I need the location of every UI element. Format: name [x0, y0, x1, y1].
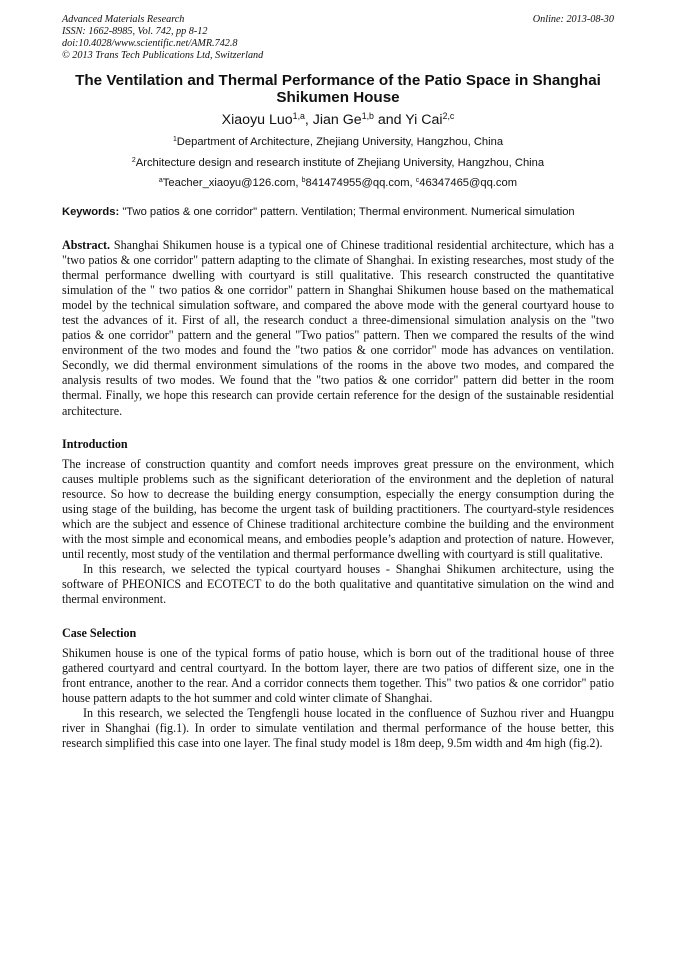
body-paragraph: In this research, we selected the typical courtyard houses - Shanghai Shikumen architecture, using the software of PHEONICS and ECOTECT to do the both qualitative and quantitative simulation on the wind and thermal environment. — [62, 562, 614, 607]
body-paragraph: The increase of construction quantity and comfort needs improves great pressure on the environment, which causes multiple problems such as the significant deterioration of the environment and the depletion of natural resource. So how to decrease the building energy consumption, especially the energy consumption during the using stage of the building, has become the urgent task of building practitioners. The courtyard-style residences which are the subject and essence of Chinese traditional architecture combine the building and the environment with the most simple and economical means, and embodies people’s adaption and protection of nature. However, until recently, most study of the ventilation and thermal performance dwelling with courtyard is still qualitative. — [62, 456, 614, 562]
author-name: Yi Cai — [405, 112, 443, 128]
affiliation — [62, 136, 614, 149]
body-paragraph: In this research, we selected the Tengfengli house located in the confluence of Suzhou river and Huangpu river in Shanghai (fig.1). In order to simulate ventilation and thermal performance of the house better, this research simplified this case into one layer. The final study model is 18m deep, 9.5m width and 4m high (fig.2). — [62, 705, 614, 751]
journal-name: Advanced Materials Research — [62, 14, 185, 25]
keywords-text: "Two patios & one corridor" pattern. Ventilation; Thermal environment. Numerical simulation — [122, 206, 575, 218]
keywords-block — [62, 206, 614, 220]
author-superscript: 2,c — [442, 111, 455, 122]
section-heading-case-selection: Case Selection — [62, 625, 137, 640]
abstract-text: Shanghai Shikumen house is a typical one of Chinese traditional residential architecture, which has a "two patios & one corridor" pattern adapting to the climate of Shanghai. In existing researches, most study of the thermal performance dwelling with courtyard is still qualitative. This research constructed the quantitative simulation of the " two patios & one corridor" pattern in Shanghai Shikumen house based on the mathematical model by the technical simulation software, and compared the above mode with the general courtyard house to test the advances of it. First of all, the research conduct a three-dimensional simulation analysis on the "two patios & one corridor" pattern and the general "Two patios" pattern. Then we compared the results of the wind environment of the two modes and found the "two patios & one corridor" mode has advances on ventilation. Secondly, we did thermal environment simulations of the rooms in the above two modes, and compared the analysis results of two modes. We found that the "two patios & one corridor" pattern did better in the room thermal. Finally, we hope this research can provide certain reference for the design of the sustainable residential architecture. — [62, 237, 614, 418]
author-separator: and — [373, 112, 406, 128]
doi-line: doi:10.4028/www.scientific.net/AMR.742.8 — [62, 38, 238, 49]
copyright-line: © 2013 Trans Tech Publications Ltd, Switzerland — [62, 50, 264, 61]
email-superscript: b — [301, 177, 306, 185]
author-superscript: 1,b — [361, 111, 374, 122]
journal-header — [62, 14, 614, 62]
abstract-block — [62, 238, 614, 419]
affiliation-text: Architecture design and research institute of Zhejiang University, Hangzhou, China — [135, 157, 545, 169]
author-name: Jian Ge — [312, 112, 362, 128]
issn-line: ISSN: 1662-8985, Vol. 742, pp 8-12 — [62, 26, 208, 37]
author-list — [62, 111, 614, 129]
affiliation — [62, 157, 614, 170]
email-address[interactable]: 841474955@qq.com — [305, 177, 410, 189]
body-paragraph: Shikumen house is one of the typical forms of patio house, which is born out of the traditional house of three gathered courtyard and central courtyard. In the bottom layer, there are two patios of different size, one in the front entrance, another to the rear. And a corridor connects them together. This" two patios & one corridor" patio house pattern adapts to the hot summer and cold winter climate of Shanghai. — [62, 645, 614, 705]
keywords-label: Keywords: — [62, 206, 120, 218]
email-list: $^a$Teacher_xiaoyu@126.com, $^b$841474955@qq.com, $^c$46347465@qq.com — [158, 177, 518, 189]
author-superscript: 1,a — [292, 111, 305, 122]
email-address[interactable]: Teacher_xiaoyu@126.com — [162, 177, 296, 189]
author-name: Xiaoyu Luo — [221, 112, 293, 128]
abstract-label: Abstract. — [62, 237, 111, 252]
affiliation-superscript: 2 — [131, 157, 136, 165]
email-superscript: a — [158, 177, 163, 185]
email-address[interactable]: 46347465@qq.com — [419, 177, 518, 189]
affiliation-superscript: 1 — [172, 136, 177, 144]
paper-page — [62, 14, 614, 751]
email-superscript: c — [415, 177, 420, 185]
author-separator: , — [304, 112, 313, 128]
affiliation-text: Department of Architecture, Zhejiang University, Hangzhou, China — [176, 136, 504, 148]
paper-title: The Ventilation and Thermal Performance of the Patio Space in Shanghai Shikumen House — [75, 72, 601, 106]
online-date: Online: 2013-08-30 — [532, 14, 614, 25]
section-heading-introduction: Introduction — [62, 436, 128, 451]
